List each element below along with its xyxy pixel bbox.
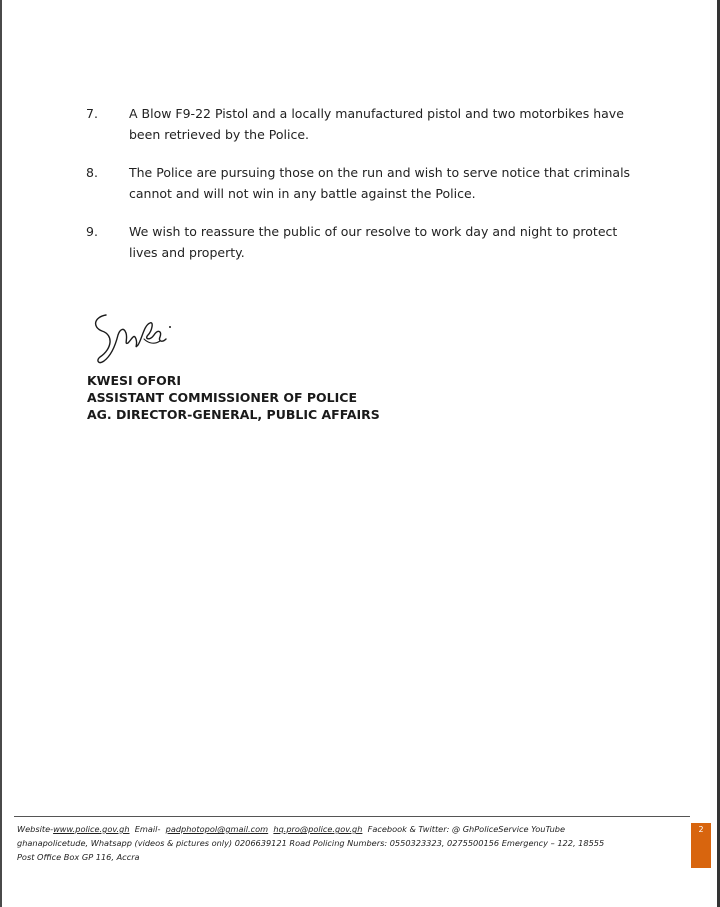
signatory-rank: ASSISTANT COMMISSIONER OF POLICE (87, 390, 358, 405)
item-text: The Police are pursuing those on the run and wish to serve notice that criminals cannot and will not win in any battle against the Police. (129, 165, 631, 201)
page-number-badge (691, 823, 711, 868)
social-handles: Facebook & Twitter: @ GhPoliceService YouTube (367, 824, 566, 834)
signatory-office: AG. DIRECTOR-GENERAL, PUBLIC AFFAIRS (87, 407, 380, 422)
email-label: Email- (134, 824, 161, 834)
item-text: A Blow F9-22 Pistol and a locally manufactured pistol and two motorbikes have been retrieved by the Police. (129, 106, 624, 142)
footer-contact (17, 822, 687, 864)
footer-divider (14, 816, 690, 817)
footer-line-3 (17, 850, 687, 864)
phone-numbers: , Whatsapp (videos & pictures only) 0206639121 Road Policing Numbers: 0550323323, 0275500156 Emergency – 122, 18555 (85, 838, 605, 848)
signatory-block (87, 372, 380, 423)
item-text: We wish to reassure the public of our resolve to work day and night to protect lives and property. (129, 224, 618, 260)
document-page (2, 0, 717, 907)
item-number: 7. (86, 106, 98, 121)
postal-address: Post Office Box GP 116, Accra (17, 852, 140, 862)
handwritten-signature (88, 305, 178, 370)
signatory-name: KWESI OFORI (87, 373, 182, 388)
email-link-1[interactable]: padphotopol@gmail.com (165, 824, 269, 834)
item-number: 8. (86, 165, 98, 180)
footer-line-2 (17, 836, 687, 850)
website-link[interactable]: www.police.gov.gh (53, 824, 130, 834)
footer-line-1 (17, 822, 687, 836)
page-number: 2 (698, 825, 704, 834)
youtube-handle: ghanapolicetude (17, 838, 86, 848)
item-number: 9. (86, 224, 98, 239)
email-link-2[interactable]: hq.pro@police.gov.gh (273, 824, 363, 834)
website-label: Website- (17, 824, 54, 834)
